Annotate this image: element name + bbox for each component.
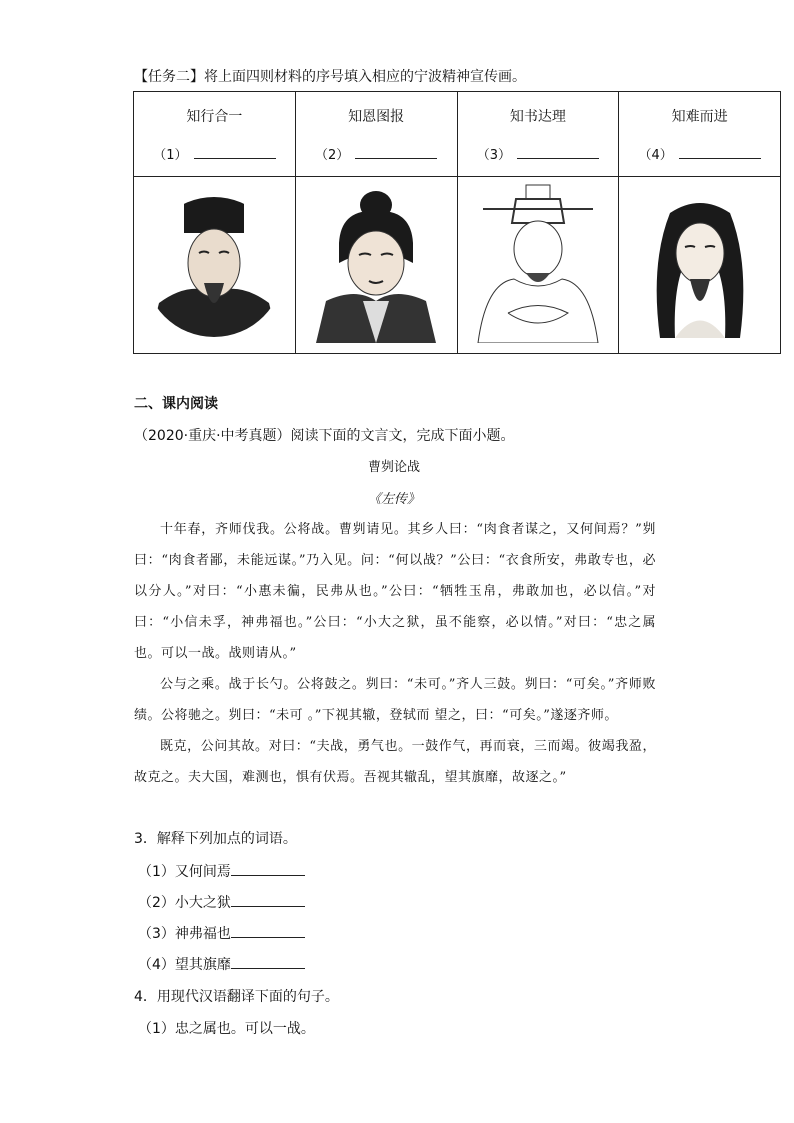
item-text: （2）小大之狱	[138, 895, 231, 911]
portrait-cell-3	[457, 177, 619, 354]
question-3-item	[138, 923, 305, 943]
essay-paragraph: 十年春，齐师伐我。公将战。曹刿请见。其乡人曰：“肉食者谋之，又何间焉？”刿曰：“肉食者鄙，未能远谋。”乃入见。问：“何以战？”公曰：“衣食所安，弗敢专也，必以分人。”对曰：“小惠未徧，民弗从也。”公曰：“牺牲玉帛，弗敢加也，必以信。”对曰：“小信未孚，神弗福也。”公曰：“小大之狱，虽不能察，必以情。”对曰：“忠之属也。可以一战。战则请从。”	[134, 522, 656, 661]
blank-number: （1）	[153, 148, 188, 163]
essay-author: 《左传》	[367, 492, 420, 507]
portrait-cell-4	[619, 177, 781, 354]
task-instruction: 【任务二】将上面四则材料的序号填入相应的宁波精神宣传画。	[134, 69, 526, 85]
scholar-portrait-3	[468, 183, 608, 343]
essay-title: 曹刿论战	[367, 460, 420, 475]
essay-body	[134, 514, 656, 793]
portrait-cell-2	[295, 177, 457, 354]
question-4-title: 4．用现代汉语翻译下面的句子。	[134, 989, 339, 1005]
question-3-item	[138, 892, 305, 912]
poster-table	[133, 91, 781, 354]
blank-number: （3）	[476, 148, 512, 163]
blank-number: （4）	[638, 148, 673, 163]
answer-line[interactable]	[231, 925, 305, 938]
question-4-item: （1）忠之属也。可以一战。	[138, 1021, 315, 1037]
item-text: （1）又何间焉	[138, 864, 231, 880]
scholar-portrait-1	[149, 183, 279, 343]
answer-blank-1[interactable]	[194, 146, 276, 159]
poster-1	[134, 92, 296, 177]
answer-line[interactable]	[231, 894, 305, 907]
portrait-cell-1	[134, 177, 296, 354]
answer-blank-4[interactable]	[679, 146, 761, 159]
spirit-name: 知行合一	[186, 109, 243, 125]
answer-line[interactable]	[231, 863, 305, 876]
item-text: （3）神弗福也	[138, 926, 231, 942]
question-3-title: 3．解释下列加点的词语。	[134, 831, 297, 847]
question-3-item	[138, 954, 305, 974]
scholar-portrait-2	[311, 183, 441, 343]
spirit-name: 知书达理	[509, 109, 566, 125]
section-title: 二、课内阅读	[134, 396, 218, 412]
poster-3	[457, 92, 619, 177]
scholar-portrait-4	[630, 183, 770, 343]
answer-line[interactable]	[231, 956, 305, 969]
spirit-name: 知难而进	[671, 109, 728, 125]
question-source: （2020·重庆·中考真题）阅读下面的文言文，完成下面小题。	[134, 428, 515, 444]
item-text: （4）望其旗靡	[138, 957, 231, 973]
poster-2	[295, 92, 457, 177]
poster-4	[619, 92, 781, 177]
blank-number: （2）	[314, 148, 350, 163]
essay-paragraph: 公与之乘。战于长勺。公将鼓之。刿曰：“未可。”齐人三鼓。刿曰：“可矣。”齐师败绩。公将驰之。刿曰：“未可 。”下视其辙，登轼而 望之，曰：“可矣。”遂逐齐师。	[134, 677, 656, 723]
essay-paragraph: 既克，公问其故。对曰：“夫战，勇气也。一鼓作气，再而衰，三而竭。彼竭我盈，故克之。夫大国，难测也，惧有伏焉。吾视其辙乱，望其旗靡，故逐之。”	[134, 739, 656, 785]
spirit-name: 知恩图报	[348, 109, 405, 125]
answer-blank-3[interactable]	[517, 146, 599, 159]
question-3-item	[138, 861, 305, 881]
answer-blank-2[interactable]	[355, 146, 437, 159]
